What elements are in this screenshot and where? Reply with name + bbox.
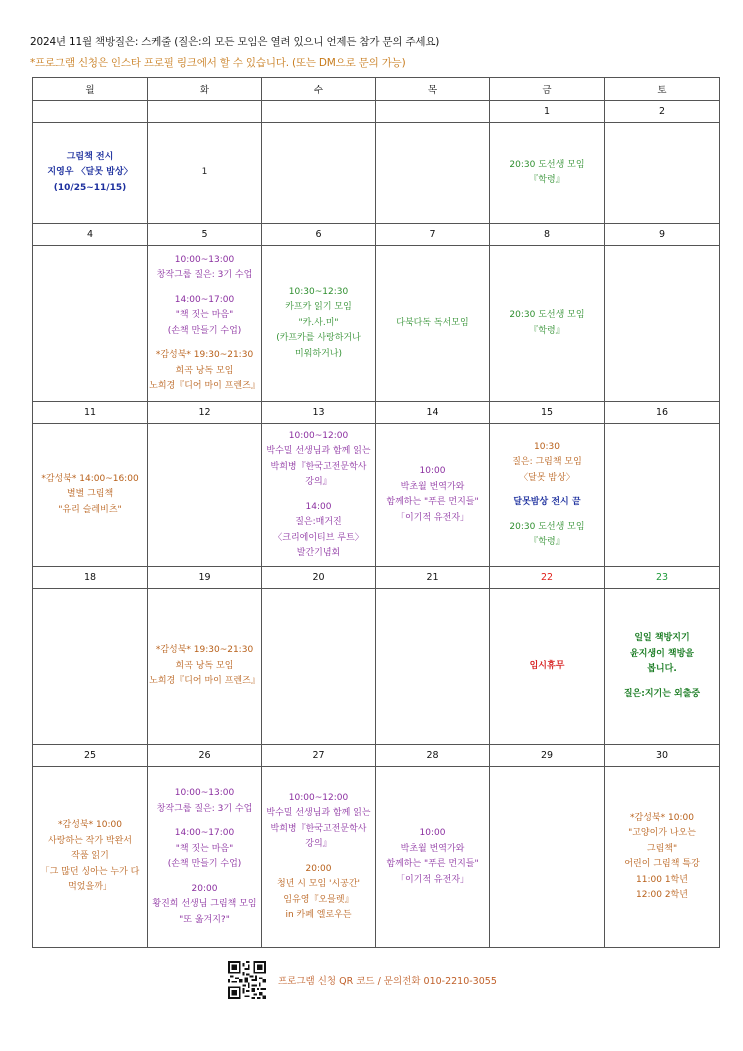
event-text: *감성북* 19:30~21:30 (155, 645, 254, 656)
event-text: 그림책" (646, 843, 678, 854)
date-number: 7 (376, 224, 490, 246)
line-gap (490, 511, 604, 520)
event-text: 임시휴무 (529, 660, 565, 671)
day-cell (605, 123, 720, 224)
day-cell (33, 246, 148, 402)
date-number: 8 (490, 224, 605, 246)
event-text: *감성북* 19:30~21:30 (155, 350, 254, 360)
event-text: 박희병『한국고전문학사 (270, 823, 367, 834)
day-cell (262, 123, 376, 224)
page-title: 2024년 11월 책방질은: 스케줄 (질은:의 모든 모임은 열려 있으니 언제든 참가 문의 주세요) (30, 36, 440, 48)
line-gap (148, 817, 261, 826)
event-row (33, 246, 720, 402)
calendar-table (32, 77, 720, 948)
event-text: 10:00 (419, 466, 446, 476)
date-number: 5 (148, 224, 262, 246)
date-number: 29 (490, 745, 605, 767)
day-cell (148, 123, 262, 224)
day-cell (33, 424, 148, 567)
weekday-header: 토 (605, 78, 720, 101)
event-text: 함께하는 "푸른 먼지들" (386, 859, 479, 869)
day-cell (376, 589, 490, 745)
event-text: (손책 만들기 수업) (167, 325, 242, 336)
page-subtitle: *프로그램 신청은 인스타 프로필 링크에서 할 수 있습니다. (또는 DM으로 문의 가능) (30, 57, 406, 69)
qr-code-icon[interactable] (228, 961, 266, 999)
date-number (33, 101, 148, 123)
event-text: 미워하거나) (295, 348, 342, 359)
event-text: 10:00~12:00 (288, 792, 349, 803)
line-gap (605, 678, 719, 687)
event-text: 사랑하는 작가 박완서 (48, 835, 132, 846)
day-cell (490, 246, 605, 402)
event-text: 10:30~12:30 (288, 286, 349, 297)
day-cell (605, 589, 720, 745)
date-number: 28 (376, 745, 490, 767)
event-text: 10:00~13:00 (174, 788, 235, 798)
event-text: 10:00~13:00 (174, 254, 235, 265)
date-number-row (33, 224, 720, 246)
event-text: 창작그룹 질은: 3기 수업 (156, 270, 253, 280)
event-text: 박초월 번역가와 (400, 481, 465, 492)
event-text: 달못밤상 전시 끝 (513, 497, 581, 507)
line-gap (262, 853, 375, 862)
day-cell (33, 123, 148, 224)
event-text: 봅니다. (647, 664, 677, 674)
event-text: 12:00 2학년 (636, 890, 688, 900)
event-text: 강의』 (305, 839, 332, 849)
day-cell (605, 246, 720, 402)
date-number: 18 (33, 567, 148, 589)
event-text: 박희병『한국고전문학사 (270, 461, 367, 472)
event-text: 20:00 (305, 863, 332, 874)
weekday-header: 수 (262, 78, 376, 101)
event-text: 임유영『오믈렛』 (283, 894, 354, 905)
day-cell (490, 767, 605, 948)
event-text: 질은:매거진 (295, 517, 342, 527)
event-text: 일일 책방지기 (634, 633, 690, 643)
event-text: 10:00 (419, 828, 446, 838)
day-cell (262, 589, 376, 745)
day-cell (148, 246, 262, 402)
event-text: *감성북* 14:00~16:00 (41, 473, 139, 484)
line-gap (262, 491, 375, 500)
date-number: 1 (490, 101, 605, 123)
event-text: 20:30 도선생 모임 (509, 159, 585, 170)
event-text: 『학령』 (529, 175, 565, 185)
event-text: 어린이 그림책 특강 (624, 859, 700, 869)
event-text: *감성북* 10:00 (58, 820, 122, 831)
event-text: 『학령』 (529, 325, 565, 336)
event-text: "책 짓는 마음" (175, 310, 234, 320)
event-text: 카프카 읽기 모임 (285, 302, 352, 313)
event-text: 희곡 낭독 모임 (175, 365, 234, 376)
date-number-row (33, 567, 720, 589)
date-number-row (33, 402, 720, 424)
event-text: 지영우 〈달못 밤상〉 (47, 167, 133, 178)
event-text: 청년 시 모임 '시공간' (276, 879, 361, 889)
date-number: 2 (605, 101, 720, 123)
line-gap (148, 339, 261, 348)
date-number: 13 (262, 402, 376, 424)
weekday-header: 목 (376, 78, 490, 101)
event-text: 20:30 도선생 모임 (509, 310, 585, 320)
day-cell (148, 424, 262, 567)
line-gap (490, 486, 604, 495)
event-text: 「이기적 유전자」 (395, 512, 470, 523)
event-text: 창작그룹 질은: 3기 수업 (156, 803, 253, 814)
date-number: 6 (262, 224, 376, 246)
date-number (262, 101, 376, 123)
date-number (376, 101, 490, 123)
day-cell (376, 767, 490, 948)
event-text: *감성북* 10:00 (630, 812, 694, 823)
event-text: "카.사.미" (298, 317, 339, 328)
date-number: 22 (490, 567, 605, 589)
event-text: 별별 그림책 (66, 489, 114, 500)
event-text: "책 짓는 마음" (175, 843, 234, 854)
date-number: 11 (33, 402, 148, 424)
day-cell (148, 767, 262, 948)
day-cell (376, 424, 490, 567)
event-text: 다북다독 독서모임 (396, 317, 469, 328)
event-text: 「그 많던 싱아는 누가 다 (40, 866, 140, 877)
day-cell (605, 424, 720, 567)
event-text: 〈크리에이티브 루트〉 (273, 532, 364, 543)
event-row (33, 589, 720, 745)
day-cell (490, 123, 605, 224)
date-number: 30 (605, 745, 720, 767)
weekday-header: 금 (490, 78, 605, 101)
event-text: 질은:지기는 외출중 (623, 688, 701, 699)
event-text: 1 (201, 167, 208, 178)
date-number: 20 (262, 567, 376, 589)
footer (228, 960, 497, 1000)
event-text: 박수밀 선생님과 함께 읽는 (266, 808, 371, 818)
event-text: 10:00~12:00 (288, 430, 349, 441)
event-text: 박초월 번역가와 (400, 843, 465, 854)
event-text: 작품 읽기 (71, 851, 109, 862)
date-number-row (33, 745, 720, 767)
event-text: 그림책 전시 (66, 151, 114, 162)
footer-contact-text: 프로그램 신청 QR 코드 / 문의전화 010-2210-3055 (278, 976, 497, 987)
date-number: 12 (148, 402, 262, 424)
date-number: 14 (376, 402, 490, 424)
event-text: 『학령』 (529, 537, 565, 547)
weekday-header: 화 (148, 78, 262, 101)
event-text: (10/25~11/15) (53, 182, 127, 193)
event-text: 박수밀 선생님과 함께 읽는 (266, 446, 371, 456)
event-text: 10:30 (534, 441, 560, 452)
event-text: 노희경『디어 마이 프렌즈』 (149, 676, 260, 687)
event-text: 함께하는 "푸른 먼지들" (386, 497, 479, 507)
event-row (33, 424, 720, 567)
date-number: 27 (262, 745, 376, 767)
event-text: (카프카를 사랑하거나 (276, 333, 361, 344)
event-text: 강의』 (305, 477, 332, 487)
day-cell (262, 424, 376, 567)
event-text: 14:00~17:00 (174, 294, 235, 305)
event-text: 희곡 낭독 모임 (175, 660, 234, 671)
event-row (33, 767, 720, 948)
date-number: 9 (605, 224, 720, 246)
line-gap (148, 873, 261, 882)
event-row (33, 123, 720, 224)
date-number: 26 (148, 745, 262, 767)
day-cell (376, 123, 490, 224)
day-cell (262, 246, 376, 402)
day-cell (148, 589, 262, 745)
event-text: 14:00~17:00 (174, 828, 235, 838)
event-text: 20:00 (191, 883, 218, 894)
date-number: 25 (33, 745, 148, 767)
date-number-row (33, 101, 720, 123)
line-gap (148, 284, 261, 293)
event-text: 11:00 1학년 (636, 874, 688, 885)
event-text: 먹었을까」 (68, 882, 112, 893)
date-number: 16 (605, 402, 720, 424)
event-text: 20:30 도선생 모임 (509, 521, 585, 532)
day-cell (490, 424, 605, 567)
event-text: 질은: 그림책 모임 (512, 457, 582, 467)
event-text: "또 옮겨지?" (179, 914, 230, 925)
event-text: 〈달못 밤상〉 (519, 472, 575, 483)
event-text: in 카페 엘로우든 (285, 910, 352, 920)
day-cell (376, 246, 490, 402)
date-number: 4 (33, 224, 148, 246)
date-number: 23 (605, 567, 720, 589)
day-cell (33, 589, 148, 745)
event-text: (손책 만들기 수업) (167, 859, 242, 869)
day-cell (262, 767, 376, 948)
date-number: 21 (376, 567, 490, 589)
event-text: "고양이가 나오는 (628, 828, 696, 838)
day-cell (605, 767, 720, 948)
event-text: 발간기념회 (296, 548, 341, 558)
event-text: 황진희 선생님 그림책 모임 (152, 899, 257, 909)
event-text: 노희경『디어 마이 프렌즈』 (149, 381, 260, 391)
event-text: 윤지생이 책방을 (630, 648, 694, 659)
day-cell (490, 589, 605, 745)
weekday-header: 월 (33, 78, 148, 101)
day-cell (33, 767, 148, 948)
date-number: 19 (148, 567, 262, 589)
event-text: 「이기적 유전자」 (395, 874, 470, 885)
date-number: 15 (490, 402, 605, 424)
date-number (148, 101, 262, 123)
event-text: 14:00 (305, 501, 332, 512)
weekday-header-row (33, 78, 720, 101)
event-text: "유리 슬레비츠" (58, 504, 122, 515)
